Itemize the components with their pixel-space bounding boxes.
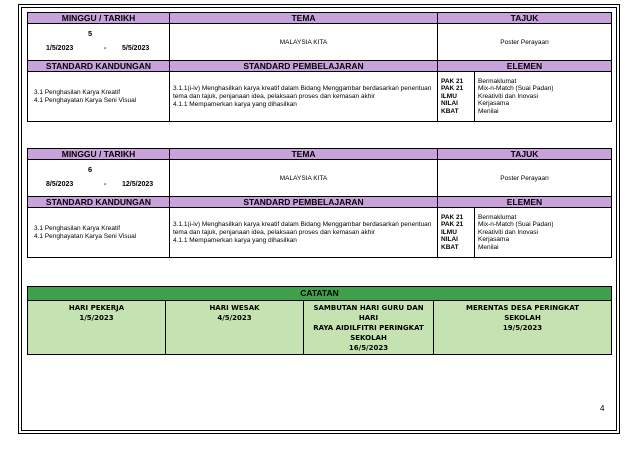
week-table-2 [27,148,612,258]
date-dash: - [104,45,107,52]
element-code: ILMU [441,92,457,100]
standard-content-item: 3.1 Penghasilan Karya Kreatif [34,88,120,96]
note-line: 4/5/2023 [217,314,252,322]
start-date: 1/5/2023 [46,45,74,52]
element-values-cell [475,72,612,122]
page-number: 4 [600,404,605,413]
element-code: PAK 21 [441,77,464,85]
week-date-cell [28,24,170,61]
note-line: SEKOLAH [350,334,387,342]
standard-content-item: 3.1 Penghasilan Karya Kreatif [34,224,120,232]
standard-learning-item: 3.1.1(i-iv) Menghasilkan karya kreatif dalam Bidang Menggambar berdasarkan penentuan tema dan tajuk, penjanaan idea, pelaksaan proses dan kemasan akhir [173,220,432,236]
note-item-cross-country [434,301,612,355]
element-value: Kreativiti dan Inovasi [478,228,538,236]
note-item-labour-day [28,301,166,355]
standard-content-header: STANDARD KANDUNGAN [28,61,170,72]
standard-content-cell [28,72,170,122]
standard-content-header: STANDARD KANDUNGAN [28,197,170,208]
note-line: RAYA AIDILFITRI PERINGKAT [313,324,424,332]
note-line: 1/5/2023 [79,314,114,322]
week-number: 5 [88,29,93,38]
standard-content-cell [28,208,170,258]
element-code: PAK 21 [441,85,464,93]
element-code: NILAI [441,236,458,244]
standard-learning-item: 3.1.1(i-iv) Menghasilkan karya kreatif dalam Bidang Menggambar berdasarkan penentuan tema dan tajuk, penjanaan idea, pelaksaan proses dan kemasan akhir [173,84,432,100]
week-date-header: MINGGU / TARIKH [28,149,170,160]
element-value: Kreativiti dan Inovasi [478,92,538,100]
theme-header: TEMA [170,13,438,24]
element-code: PAK 21 [441,213,464,221]
element-header: ELEMEN [438,61,612,72]
topic-value: Poster Perayaan [438,160,612,197]
element-code: KBAT [441,107,459,115]
theme-value: MALAYSIA KITA [170,24,438,61]
week-date-header: MINGGU / TARIKH [28,13,170,24]
element-code: ILMU [441,228,457,236]
note-line: SEKOLAH [504,314,541,322]
topic-value: Poster Perayaan [438,24,612,61]
standard-content-item: 4.1 Penghayatan Karya Seni Visual [34,232,137,240]
element-codes-cell [438,72,475,122]
standard-learning-item: 4.1.1 Mempamerkan karya yang dihasilkan [173,100,297,108]
standard-content-item: 4.1 Penghayatan Karya Seni Visual [34,96,137,104]
note-line: MERENTAS DESA PERINGKAT [466,304,579,312]
standard-learning-cell [170,72,438,122]
end-date: 12/5/2023 [122,181,154,188]
element-codes-cell [438,208,475,258]
topic-header: TAJUK [438,13,612,24]
week-number: 6 [88,165,93,174]
standard-learning-header: STANDARD PEMBELAJARAN [170,61,438,72]
element-code: PAK 21 [441,221,464,229]
end-date: 5/5/2023 [122,45,150,52]
start-date: 8/5/2023 [46,181,74,188]
theme-header: TEMA [170,149,438,160]
element-code: KBAT [441,243,459,251]
element-values-cell [475,208,612,258]
standard-learning-cell [170,208,438,258]
element-value: Mix-n-Match (Suai Padan) [478,85,554,93]
week-table-1 [27,12,612,122]
element-header: ELEMEN [438,197,612,208]
note-item-wesak [166,301,304,355]
note-line: 19/5/2023 [502,324,543,332]
element-value: Mix-n-Match (Suai Padan) [478,221,554,229]
week-date-cell [28,160,170,197]
note-line: HARI PEKERJA [68,304,125,312]
note-line: HARI WESAK [209,304,260,312]
topic-header: TAJUK [438,149,612,160]
element-value: Menilai [478,107,499,115]
element-value: Kerjasama [478,236,510,244]
notes-table [27,286,612,355]
element-value: Kerjasama [478,100,510,108]
date-dash: - [104,181,107,188]
note-line: 16/5/2023 [348,344,389,352]
note-item-teachers-day [304,301,434,355]
element-value: Bermaklumat [478,77,517,85]
element-value: Menilai [478,243,499,251]
element-code: NILAI [441,100,458,108]
element-value: Bermaklumat [478,213,517,221]
notes-title: CATATAN [28,287,612,301]
note-line: SAMBUTAN HARI GURU DAN HARI [313,304,424,322]
standard-learning-item: 4.1.1 Mempamerkan karya yang dihasilkan [173,236,297,244]
standard-learning-header: STANDARD PEMBELAJARAN [170,197,438,208]
theme-value: MALAYSIA KITA [170,160,438,197]
